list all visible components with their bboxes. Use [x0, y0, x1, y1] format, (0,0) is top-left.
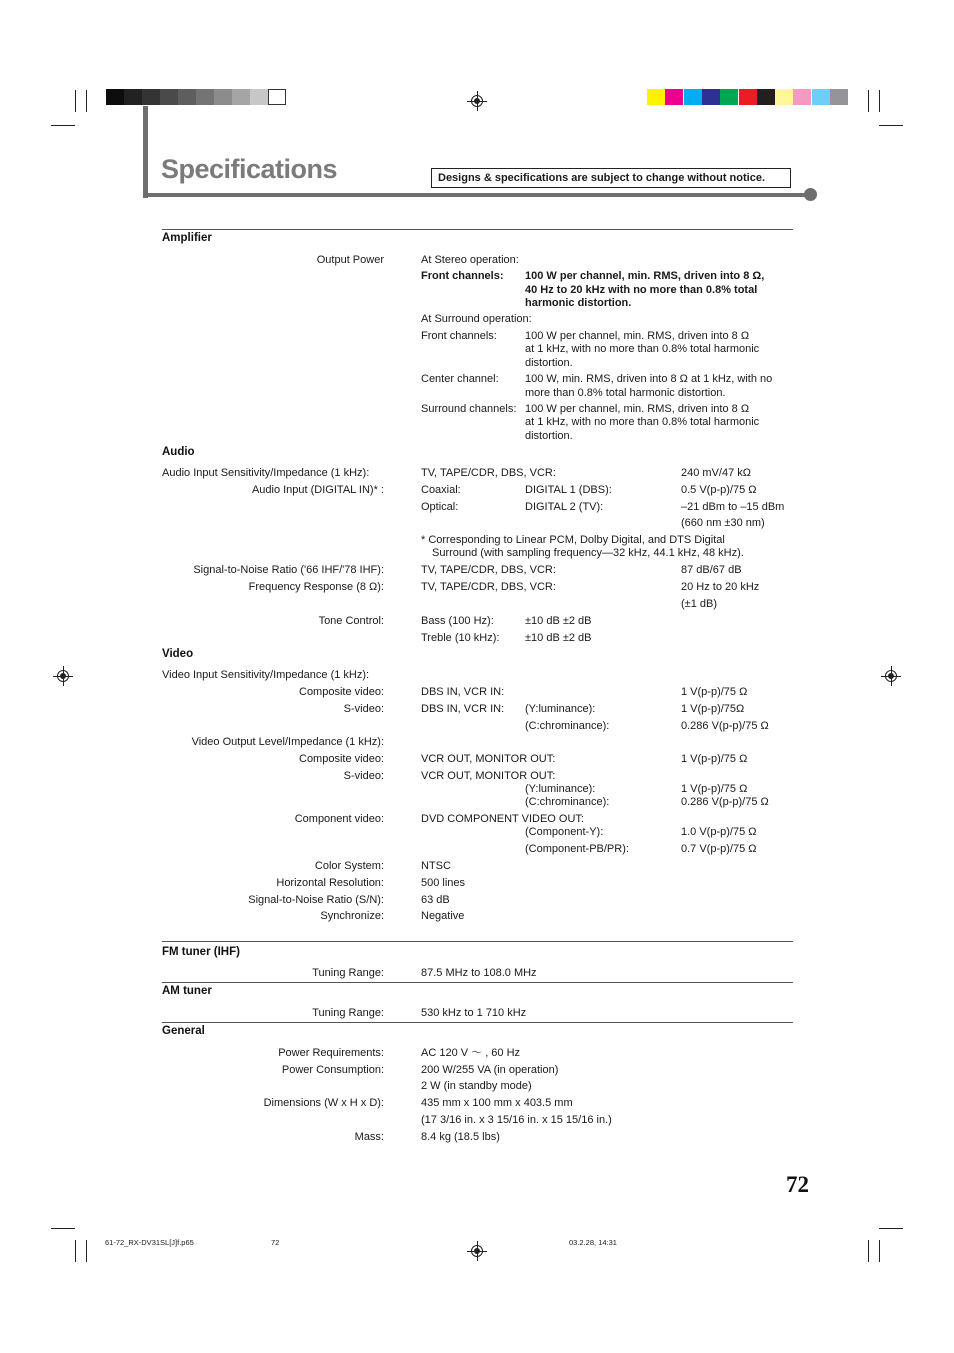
gray-swatch [106, 89, 124, 105]
header-bracket-left [143, 106, 148, 198]
gray-swatch [124, 89, 142, 105]
surround-front-label: Front channels: [421, 330, 497, 342]
gray-swatch [214, 89, 232, 105]
surround-front-spec-2: at 1 kHz, with no more than 0.8% total harmonic [525, 343, 760, 355]
component-y-label: (Component-Y): [525, 826, 604, 838]
am-tuning-range-label: Tuning Range: [312, 1007, 384, 1019]
frequency-response-value-2: (±1 dB) [681, 598, 717, 610]
power-requirements-label: Power Requirements: [278, 1047, 384, 1059]
video-in-y-label: (Y:luminance): [525, 703, 596, 715]
color-system-label: Color System: [314, 860, 384, 872]
audio-snr-source: TV, TAPE/CDR, DBS, VCR: [421, 564, 556, 576]
treble-value: ±10 dB ±2 dB [525, 632, 592, 644]
bass-value: ±10 dB ±2 dB [525, 615, 592, 627]
color-swatch [757, 89, 775, 105]
footer-page: 72 [271, 1238, 280, 1247]
video-out-composite-source: VCR OUT, MONITOR OUT: [421, 753, 556, 765]
notice-box [431, 168, 791, 188]
header-underline [143, 193, 810, 197]
coaxial-source: DIGITAL 1 (DBS): [525, 484, 612, 496]
video-out-svideo-source: VCR OUT, MONITOR OUT: [421, 770, 556, 782]
surround-front-spec-3: distortion. [525, 357, 573, 369]
video-out-c-value: 0.286 V(p-p)/75 Ω [681, 796, 769, 808]
video-in-y-value: 1 V(p-p)/75Ω [681, 703, 745, 715]
coaxial-value: 0.5 V(p-p)/75 Ω [681, 484, 757, 496]
tone-control-label: Tone Control: [318, 615, 384, 627]
section-title-am-tuner: AM tuner [162, 985, 212, 997]
surround-channels-spec-1: 100 W per channel, min. RMS, driven into 8 Ω [525, 403, 750, 415]
audio-snr-value: 87 dB/67 dB [681, 564, 742, 576]
surround-operation-label: At Surround operation: [421, 313, 532, 325]
video-in-composite-source: DBS IN, VCR IN: [421, 686, 505, 698]
frequency-response-source: TV, TAPE/CDR, DBS, VCR: [421, 581, 556, 593]
color-swatch [793, 89, 811, 105]
color-swatch [739, 89, 757, 105]
section-title-general: General [162, 1025, 205, 1037]
video-in-c-value: 0.286 V(p-p)/75 Ω [681, 720, 769, 732]
color-swatch [830, 89, 848, 105]
color-swatch [702, 89, 720, 105]
optical-label: Optical: [421, 501, 459, 513]
video-in-c-label: (C:chrominance): [525, 720, 610, 732]
footer-date: 03.2.28, 14:31 [569, 1238, 617, 1247]
optical-source: DIGITAL 2 (TV): [525, 501, 604, 513]
page-number: 72 [786, 1172, 809, 1197]
power-requirements-value: AC 120 V ～ , 60 Hz [421, 1047, 521, 1059]
video-input-label: Video Input Sensitivity/Impedance (1 kHz): [162, 669, 370, 681]
component-video-label: Component video: [294, 813, 384, 825]
mass-label: Mass: [354, 1131, 384, 1143]
color-swatch [775, 89, 793, 105]
digital-footnote-1: * Corresponding to Linear PCM, Dolby Digital, and DTS Digital [421, 534, 725, 546]
frequency-response-label: Frequency Response (8 Ω): [248, 581, 384, 593]
fm-tuning-range-value: 87.5 MHz to 108.0 MHz [421, 967, 537, 979]
power-consumption-value-1: 200 W/255 VA (in operation) [421, 1064, 559, 1076]
color-swatch [665, 89, 683, 105]
mass-value: 8.4 kg (18.5 lbs) [421, 1131, 500, 1143]
surround-front-spec-1: 100 W per channel, min. RMS, driven into 8 Ω [525, 330, 750, 342]
gray-swatch [268, 89, 286, 105]
registration-mark-icon [470, 94, 484, 108]
video-output-label: Video Output Level/Impedance (1 kHz): [191, 736, 384, 748]
dimensions-inch-value: (17 3/16 in. x 3 15/16 in. x 15 15/16 in.) [421, 1114, 612, 1126]
optical-value-1: –21 dBm to –15 dBm [681, 501, 785, 513]
front-channels-spec-3: harmonic distortion. [525, 297, 632, 309]
gray-swatch [196, 89, 214, 105]
center-channel-spec-1: 100 W, min. RMS, driven into 8 Ω at 1 kHz, with no [525, 373, 773, 385]
registration-mark-icon [884, 669, 898, 683]
power-consumption-label: Power Consumption: [281, 1064, 384, 1076]
gray-swatch [142, 89, 160, 105]
component-pbpr-value: 0.7 V(p-p)/75 Ω [681, 843, 757, 855]
color-system-value: NTSC [421, 860, 451, 872]
audio-sensitivity-label: Audio Input Sensitivity/Impedance (1 kHz): [162, 467, 370, 479]
gray-swatch [232, 89, 250, 105]
am-tuning-range-value: 530 kHz to 1 710 kHz [421, 1007, 527, 1019]
bass-label: Bass (100 Hz): [421, 615, 494, 627]
component-pbpr-label: (Component-PB/PR): [525, 843, 629, 855]
footer-file-name: 61-72_RX-DV31SL[J]f.p65 [105, 1238, 194, 1247]
center-channel-spec-2: more than 0.8% total harmonic distortion. [525, 387, 726, 399]
video-snr-value: 63 dB [421, 894, 450, 906]
horizontal-resolution-label: Horizontal Resolution: [276, 877, 384, 889]
dimensions-value: 435 mm x 100 mm x 403.5 mm [421, 1097, 573, 1109]
page-title: Specifications [161, 154, 338, 184]
color-swatch [720, 89, 738, 105]
header-underline-dot [804, 188, 817, 201]
surround-channels-spec-3: distortion. [525, 430, 573, 442]
section-divider [162, 1022, 793, 1023]
gray-swatch [178, 89, 196, 105]
treble-label: Treble (10 kHz): [421, 632, 500, 644]
audio-sensitivity-value: 240 mV/47 kΩ [681, 467, 751, 479]
fm-tuning-range-label: Tuning Range: [312, 967, 384, 979]
component-video-source: DVD COMPONENT VIDEO OUT: [421, 813, 584, 825]
synchronize-label: Synchronize: [320, 910, 384, 922]
video-out-y-label: (Y:luminance): [525, 783, 596, 795]
video-snr-label: Signal-to-Noise Ratio (S/N): [248, 894, 384, 906]
component-y-value: 1.0 V(p-p)/75 Ω [681, 826, 757, 838]
section-title-audio: Audio [162, 446, 195, 458]
section-divider [162, 941, 793, 942]
front-channels-label: Front channels: [421, 270, 504, 282]
video-in-composite-label: Composite video: [299, 686, 384, 698]
surround-channels-label: Surround channels: [421, 403, 517, 415]
digital-in-label: Audio Input (DIGITAL IN)* : [251, 484, 384, 496]
digital-footnote-2: Surround (with sampling frequency—32 kHz, 44.1 kHz, 48 kHz). [432, 547, 744, 559]
registration-mark-icon [470, 1244, 484, 1258]
front-channels-spec-1: 100 W per channel, min. RMS, driven into 8 Ω, [525, 270, 765, 282]
section-title-amplifier: Amplifier [162, 232, 212, 244]
surround-channels-spec-2: at 1 kHz, with no more than 0.8% total harmonic [525, 416, 760, 428]
front-channels-spec-2: 40 Hz to 20 kHz with no more than 0.8% total [525, 284, 758, 296]
gray-swatch [160, 89, 178, 105]
frequency-response-value-1: 20 Hz to 20 kHz [681, 581, 760, 593]
video-out-composite-label: Composite video: [299, 753, 384, 765]
video-out-y-value: 1 V(p-p)/75 Ω [681, 783, 748, 795]
audio-sensitivity-source: TV, TAPE/CDR, DBS, VCR: [421, 467, 556, 479]
section-divider [162, 229, 793, 230]
power-consumption-value-2: 2 W (in standby mode) [421, 1080, 532, 1092]
video-out-svideo-label: S-video: [343, 770, 384, 782]
synchronize-value: Negative [421, 910, 465, 922]
dimensions-label: Dimensions (W x H x D): [263, 1097, 384, 1109]
audio-snr-label: Signal-to-Noise Ratio ('66 IHF/'78 IHF): [193, 564, 384, 576]
section-divider [162, 982, 793, 983]
output-power-label: Output Power [316, 254, 384, 266]
notice-text: Designs & specifications are subject to change without notice. [438, 172, 766, 184]
color-swatch [647, 89, 665, 105]
video-out-composite-value: 1 V(p-p)/75 Ω [681, 753, 748, 765]
center-channel-label: Center channel: [421, 373, 499, 385]
stereo-operation-label: At Stereo operation: [421, 254, 519, 266]
video-in-svideo-source: DBS IN, VCR IN: [421, 703, 505, 715]
color-swatch [812, 89, 830, 105]
optical-value-2: (660 nm ±30 nm) [681, 517, 765, 529]
coaxial-label: Coaxial: [421, 484, 461, 496]
video-out-c-label: (C:chrominance): [525, 796, 610, 808]
gray-swatch [250, 89, 268, 105]
color-swatch [684, 89, 702, 105]
horizontal-resolution-value: 500 lines [421, 877, 466, 889]
registration-mark-icon [56, 669, 70, 683]
video-in-composite-value: 1 V(p-p)/75 Ω [681, 686, 748, 698]
video-in-svideo-label: S-video: [343, 703, 384, 715]
section-title-video: Video [162, 648, 194, 660]
section-title-fm-tuner: FM tuner (IHF) [162, 946, 240, 958]
